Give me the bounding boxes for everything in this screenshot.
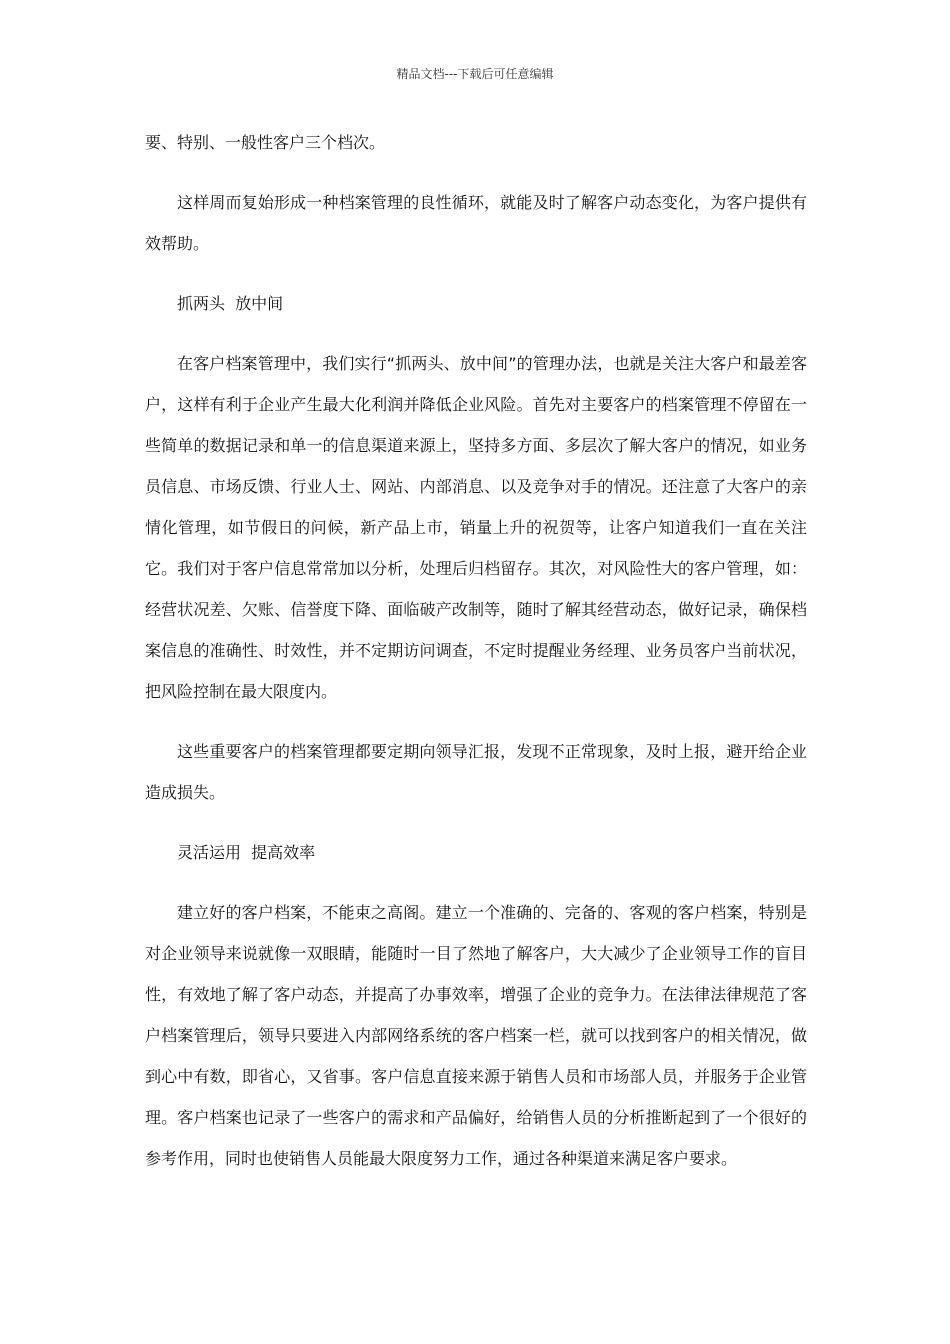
paragraph-key-clients: 在客户档案管理中，我们实行“抓两头、放中间”的管理办法，也就是关注大客户和最差客户，这样有利于企业产生最大化利润并降低企业风险。首先对主要客户的档案管理不停留在一些简单的数据记录和单一的信息渠道来源上，坚持多方面、多层次了解大客户的情况，如业务员信息、市场反馈、行业人士、网站、内部消息、以及竞争对手的情况。还注意了大客户的亲情化管理，如节假日的问候，新产品上市，销量上升的祝贺等，让客户知道我们一直在关注它。我们对于客户信息常常加以分析，处理后归档留存。其次，对风险性大的客户管理，如：经营状况差、欠账、信誉度下降、面临破产改制等，随时了解其经营动态，做好记录，确保档案信息的准确性、时效性，并不定期访问调查，不定时提醒业务经理、业务员客户当前状况，把风险控制在最大限度内。 <box>145 354 807 701</box>
section-heading-grasp-ends: 抓两头 放中间 <box>177 294 284 313</box>
page-header: 精品文档---下载后可任意编辑 <box>396 67 554 81</box>
section-heading-efficiency: 灵活运用 提高效率 <box>177 843 316 862</box>
paragraph-cycle: 这样周而复始形成一种档案管理的良性循环，就能及时了解客户动态变化，为客户提供有效帮助。 <box>145 193 807 253</box>
document-body <box>145 122 807 1198</box>
paragraph-report: 这些重要客户的档案管理都要定期向领导汇报，发现不正常现象，及时上报，避开给企业造成损失。 <box>145 742 807 802</box>
paragraph-continuation: 要、特别、一般性客户三个档次。 <box>145 133 386 152</box>
paragraph-flexible-use: 建立好的客户档案，不能束之高阁。建立一个准确的、完备的、客观的客户档案，特别是对企业领导来说就像一双眼睛，能随时一目了然地了解客户，大大减少了企业领导工作的盲目性，有效地了解了客户动态，并提高了办事效率，增强了企业的竞争力。在法律法律规范了客户档案管理后，领导只要进入内部网络系统的客户档案一栏，就可以找到客户的相关情况，做到心中有数，即省心，又省事。客户信息直接来源于销售人员和市场部人员，并服务于企业管理。客户档案也记录了一些客户的需求和产品偏好，给销售人员的分析推断起到了一个很好的参考作用，同时也使销售人员能最大限度努力工作，通过各种渠道来满足客户要求。 <box>145 903 807 1168</box>
